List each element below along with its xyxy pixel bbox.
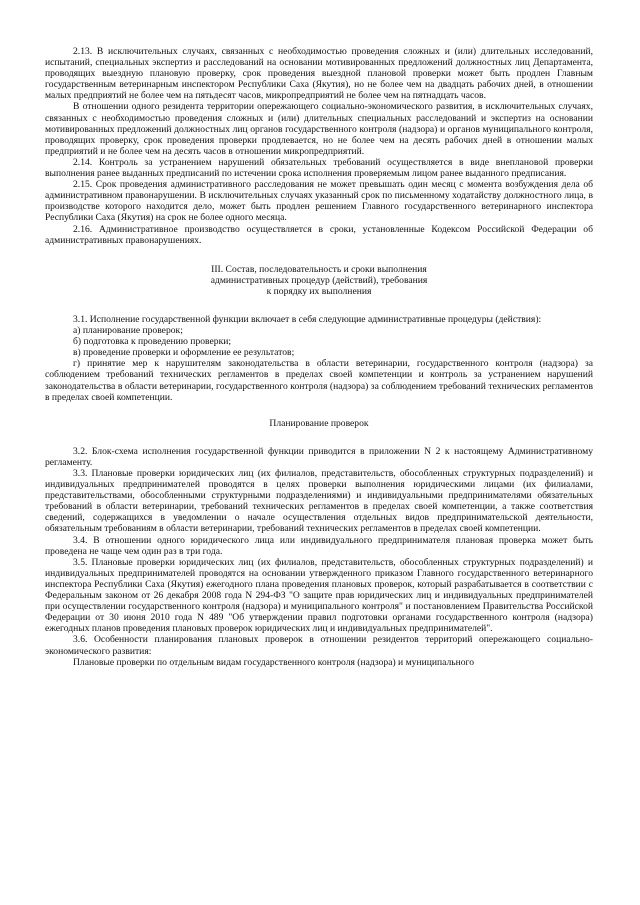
paragraph-2-16: 2.16. Административное производство осуществляется в сроки, установленные Кодексом Российской Федерации об административных правонарушениях. — [45, 223, 593, 246]
section-heading-line: к порядку их выполнения — [266, 285, 372, 297]
paragraph-3-5: 3.5. Плановые проверки юридических лиц (их филиалов, представительств, обособленных структурных подразделений) и индивидуальных предпринимателей проводятся на основании утвержденного приказом Главного государственного ветеринарного инспектора Республики Саха (Якутия) ежегодного плана проведения плановых проверок, который разрабатывается в соответствии с Федеральным законом от 26 декабря 2008 года N 294-ФЗ "О защите прав юридических лиц и индивидуальных предпринимателей при осуществлении государственного контроля (надзора) и муниципального контроля" и постановлением Правительства Российской Федерации от 30 июня 2010 года N 489 "Об утверждении правил подготовки органами государственного контроля (надзора) ежегодных планов проведения плановых проверок юридических лиц и индивидуальных предпринимателей". — [45, 556, 593, 635]
list-item-v: в) проведение проверки и оформление ее результатов; — [73, 347, 295, 359]
section-heading-line: административных процедур (действий), требования — [210, 274, 428, 286]
subsection-heading: Планирование проверок — [269, 417, 369, 429]
paragraph-2-13: 2.13. В исключительных случаях, связанных с необходимостью проведения сложных и (или) длительных исследований, испытаний, специальных экспертиз и расследований на основании мотивированных предложений должностных лиц Департамента, проводящих выездную плановую проверку, срок проведения выездной плановой проверки может быть продлен Главным государственным ветеринарным инспектором Республики Саха (Якутия), но не более чем на двадцать рабочих дней, в отношении малых предприятий не более чем на пятьдесят часов, микропредприятий не более чем на пятнадцать часов. — [45, 46, 593, 102]
paragraph-2-15: 2.15. Срок проведения административного расследования не может превышать один месяц с момента возбуждения дела об административном правонарушении. В исключительных случаях указанный срок по письменному ходатайству должностного лица, в производстве которого находится дело, может быть продлен решением Главного государственного ветеринарного инспектора Республики Саха (Якутия) на срок не более одного месяца. — [45, 179, 593, 224]
paragraph-3-3: 3.3. Плановые проверки юридических лиц (их филиалов, представительств, обособленных структурных подразделений) и индивидуальных предпринимателей проводятся в целях проверки выполнения юридическими лицами (их филиалами, представительствами, обособленными структурными подразделениями) и индивидуальными предпринимателями обязательных требований в области ветеринарии, требований технических регламентов в пределах своей компетенции, а также соответствия сведений, содержащихся в уведомлении о начале осуществления отдельных видов предпринимательской деятельности, обязательным требованиям в области ветеринарии, требований технических регламентов в пределах своей компетенции. — [45, 468, 593, 535]
paragraph-3-4: 3.4. В отношении одного юридического лица или индивидуального предпринимателя плановая проверка может быть проведена не чаще чем один раз в три года. — [45, 534, 593, 557]
section-heading-line: III. Состав, последовательность и сроки выполнения — [211, 263, 427, 275]
document-page — [45, 46, 593, 668]
list-item-g: г) принятие мер к нарушителям законодательства в области ветеринарии, государственного контроля (надзора) за соблюдением требований технических регламентов в пределах своей компетенции и контроль за устранением нарушений законодательства в области ветеринарии, государственного контроля (надзора) за соблюдением требований технических регламентов в пределах своей компетенции. — [45, 358, 593, 403]
paragraph-3-2: 3.2. Блок-схема исполнения государственной функции приводится в приложении N 2 к настоящему Административному регламенту. — [45, 445, 593, 468]
section-heading — [45, 264, 593, 297]
list-item-a: а) планирование проверок; — [73, 325, 183, 337]
paragraph-2-14: 2.14. Контроль за устранением нарушений обязательных требований осуществляется в виде внеплановой проверки выполнения ранее выданных предписаний по истечении срока исполнения проверяемым лицом ранее выданного предписания. — [45, 156, 593, 180]
paragraph-3-1: 3.1. Исполнение государственной функции включает в себя следующие административные процедуры (действия): — [73, 313, 542, 325]
paragraph-3-6: 3.6. Особенности планирования плановых проверок в отношении резидентов территорий опережающего социально-экономического развития: — [45, 634, 593, 657]
paragraph-2-13-residents: В отношении одного резидента территории опережающего социально-экономического развития, в исключительных случаях, связанных с необходимостью проведения сложных и (или) длительных специальных расследований и экспертиз на основании мотивированных предложений должностных лиц органов государственного контроля (надзора) и органов муниципального контроля, проводящих проверку, срок проведения проверки продлевается, но не более чем на десять рабочих дней в отношении малых предприятий и не более чем на десять часов в отношении микропредприятий. — [45, 101, 593, 157]
paragraph-continued: Плановые проверки по отдельным видам государственного контроля (надзора) и муниципального — [73, 656, 475, 668]
list-item-b: б) подготовка к проведению проверки; — [73, 336, 232, 348]
